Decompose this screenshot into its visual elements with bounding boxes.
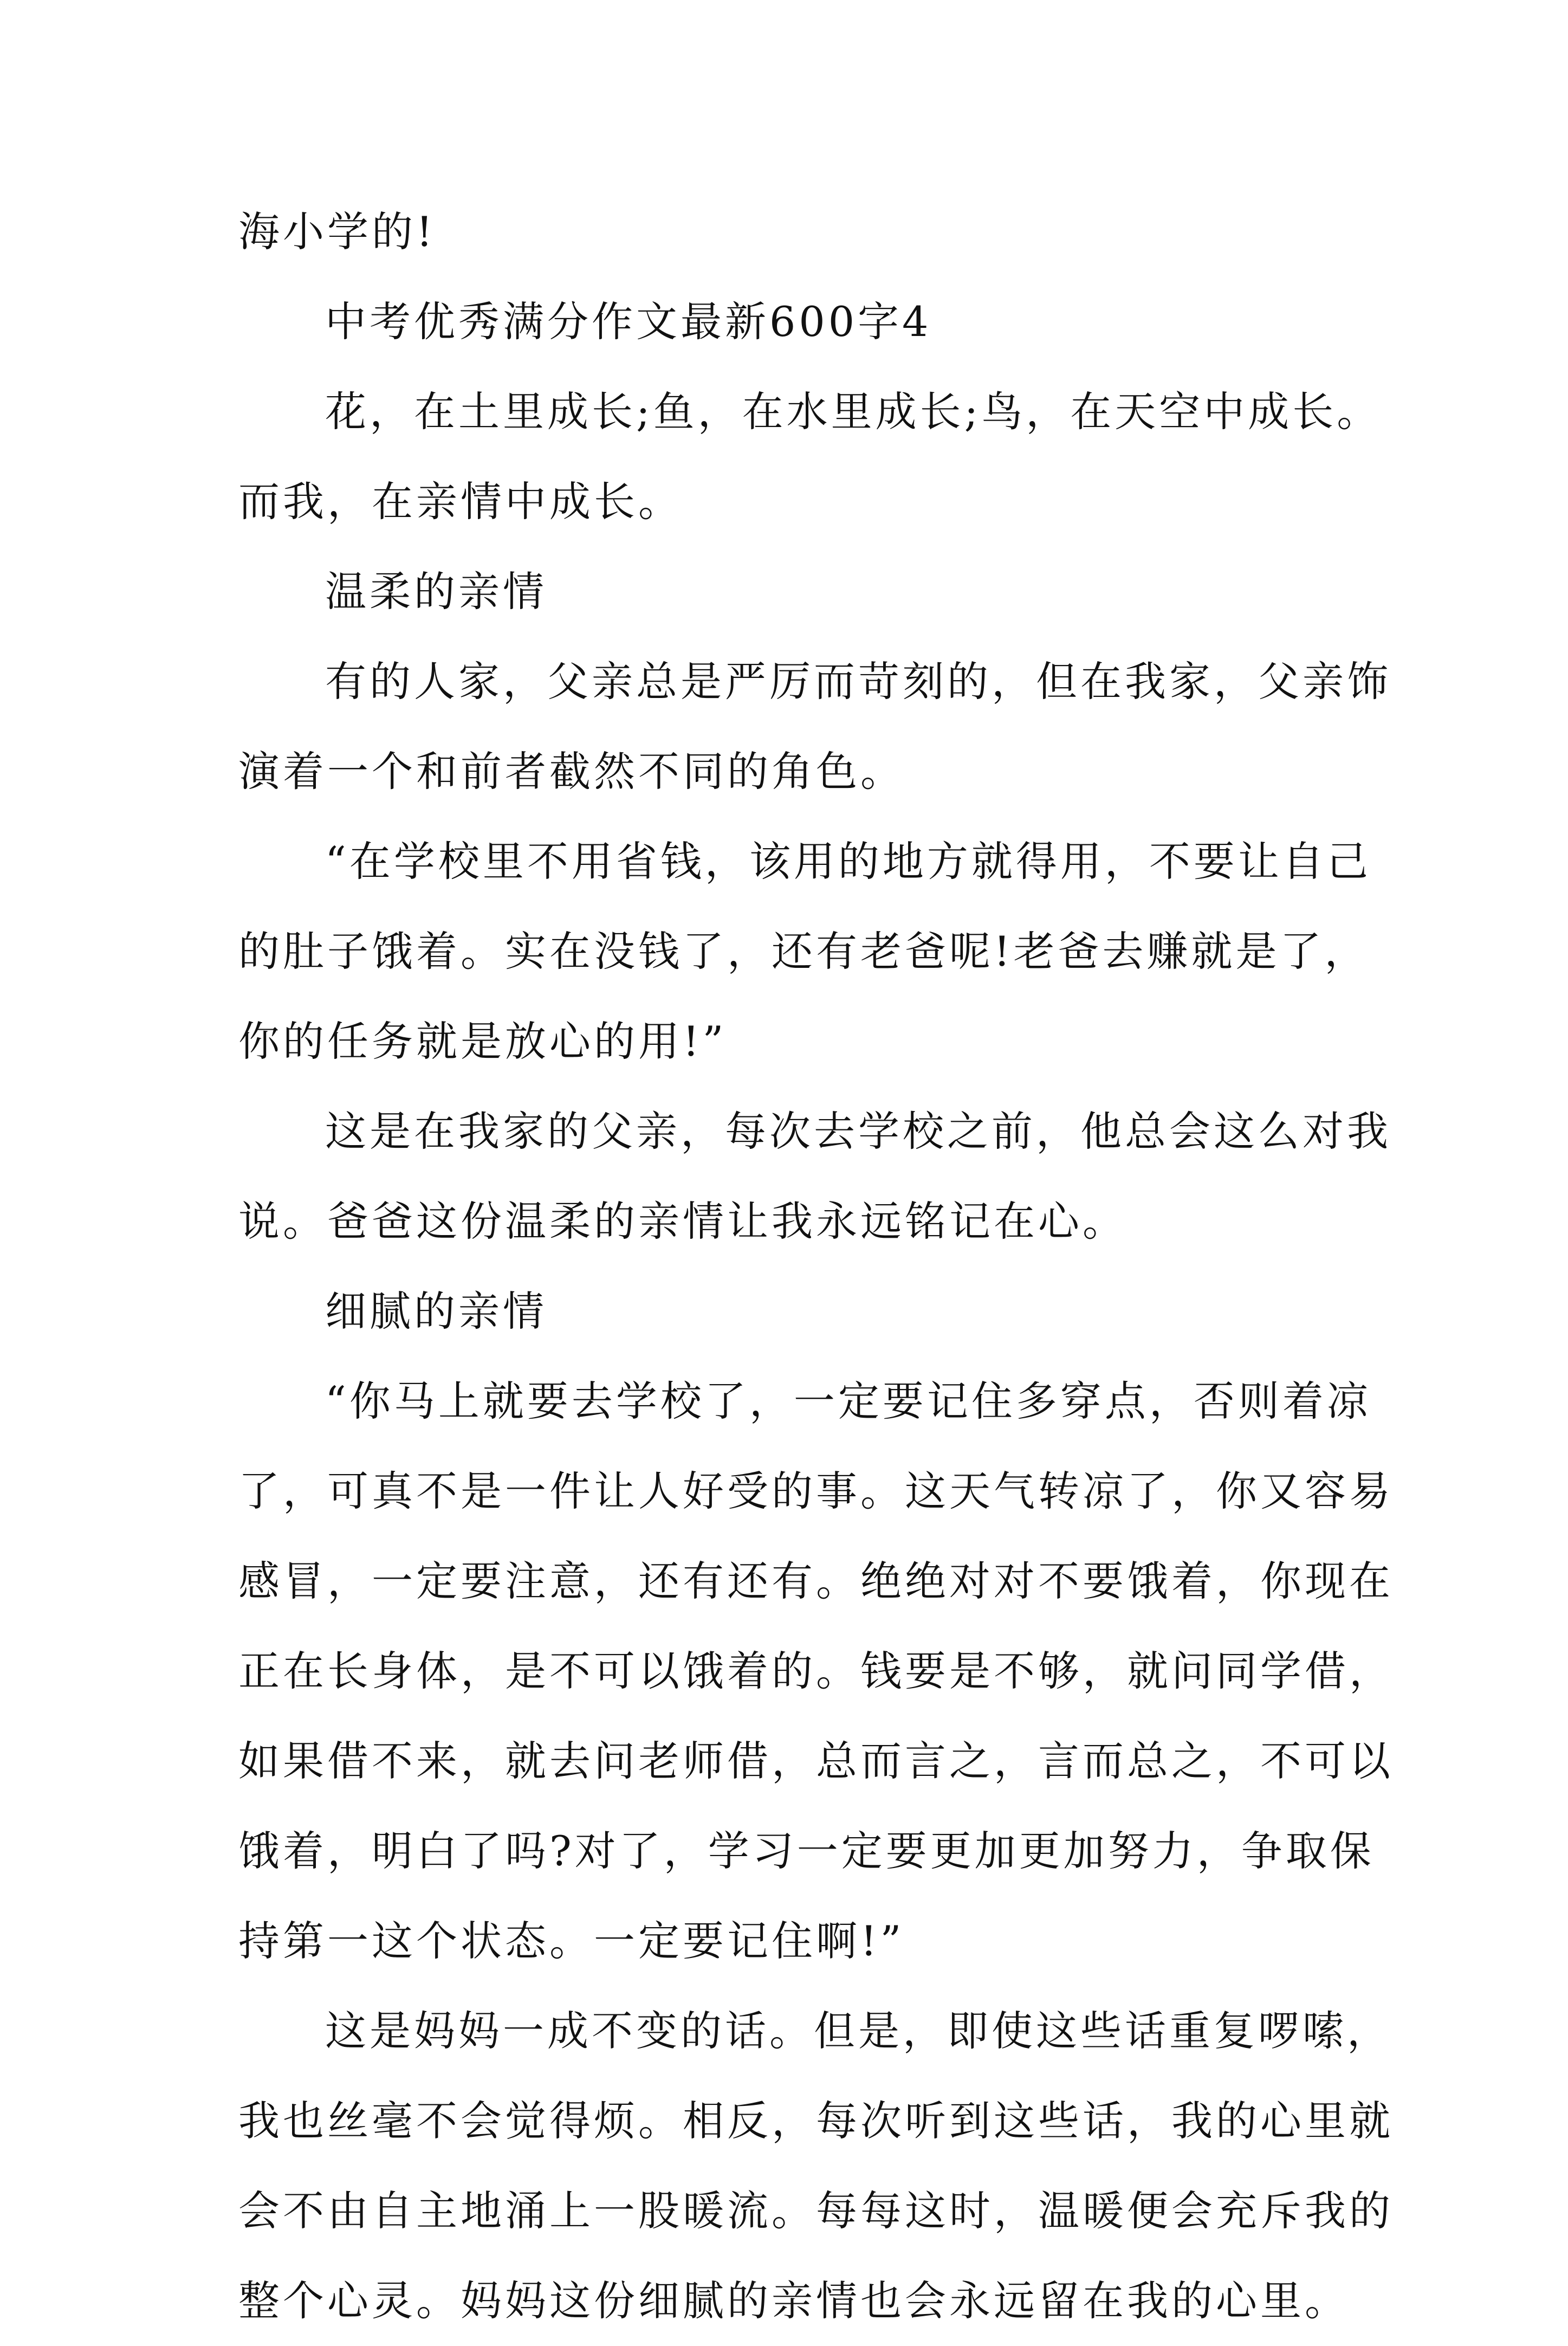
- text-line: 感冒，一定要注意，还有还有。绝绝对对不要饿着，你现在: [238, 1557, 1394, 1605]
- text-line: 你的任务就是放心的用!”: [238, 1017, 727, 1065]
- text-line: 如果借不来，就去问老师借，总而言之，言而总之，不可以: [238, 1737, 1394, 1785]
- section-heading: 温柔的亲情: [325, 567, 547, 616]
- text-line: 我也丝毫不会觉得烦。相反，每次听到这些话，我的心里就: [238, 2097, 1394, 2145]
- text-line: 而我，在亲情中成长。: [238, 477, 683, 526]
- text-line: 持第一这个状态。一定要记住啊!”: [238, 1917, 905, 1965]
- text-line: 的肚子饿着。实在没钱了，还有老爸呢!老爸去赚就是了，: [238, 927, 1369, 975]
- text-line: 整个心灵。妈妈这份细腻的亲情也会永远留在我的心里。: [238, 2277, 1349, 2325]
- text-line: 了，可真不是一件让人好受的事。这天气转凉了，你又容易: [238, 1467, 1394, 1515]
- text-line: 花，在土里成长;鱼，在水里成长;鸟，在天空中成长。: [325, 387, 1382, 436]
- section-heading: 细腻的亲情: [325, 1287, 547, 1335]
- text-line: 这是在我家的父亲，每次去学校之前，他总会这么对我: [325, 1107, 1391, 1155]
- text-line: 会不由自主地涌上一股暖流。每每这时，温暖便会充斥我的: [238, 2187, 1394, 2235]
- text-line: 正在长身体，是不可以饿着的。钱要是不够，就问同学借，: [238, 1647, 1394, 1695]
- text-line: 海小学的!: [238, 208, 436, 256]
- text-line: 说。爸爸这份温柔的亲情让我永远铭记在心。: [238, 1197, 1127, 1245]
- text-line: “你马上就要去学校了，一定要记住多穿点，否则着凉: [325, 1377, 1371, 1425]
- text-line: 演着一个和前者截然不同的角色。: [238, 747, 905, 796]
- text-line: 这是妈妈一成不变的话。但是，即使这些话重复啰嗦，: [325, 2007, 1391, 2055]
- text-line: 有的人家，父亲总是严厉而苛刻的，但在我家，父亲饰: [325, 657, 1391, 706]
- text-line: “在学校里不用省钱，该用的地方就得用，不要让自己: [325, 837, 1371, 886]
- text-line: 饿着，明白了吗?对了，学习一定要更加更加努力，争取保: [238, 1827, 1375, 1875]
- essay-title: 中考优秀满分作文最新600字4: [325, 298, 932, 346]
- document-body: [238, 187, 1394, 2346]
